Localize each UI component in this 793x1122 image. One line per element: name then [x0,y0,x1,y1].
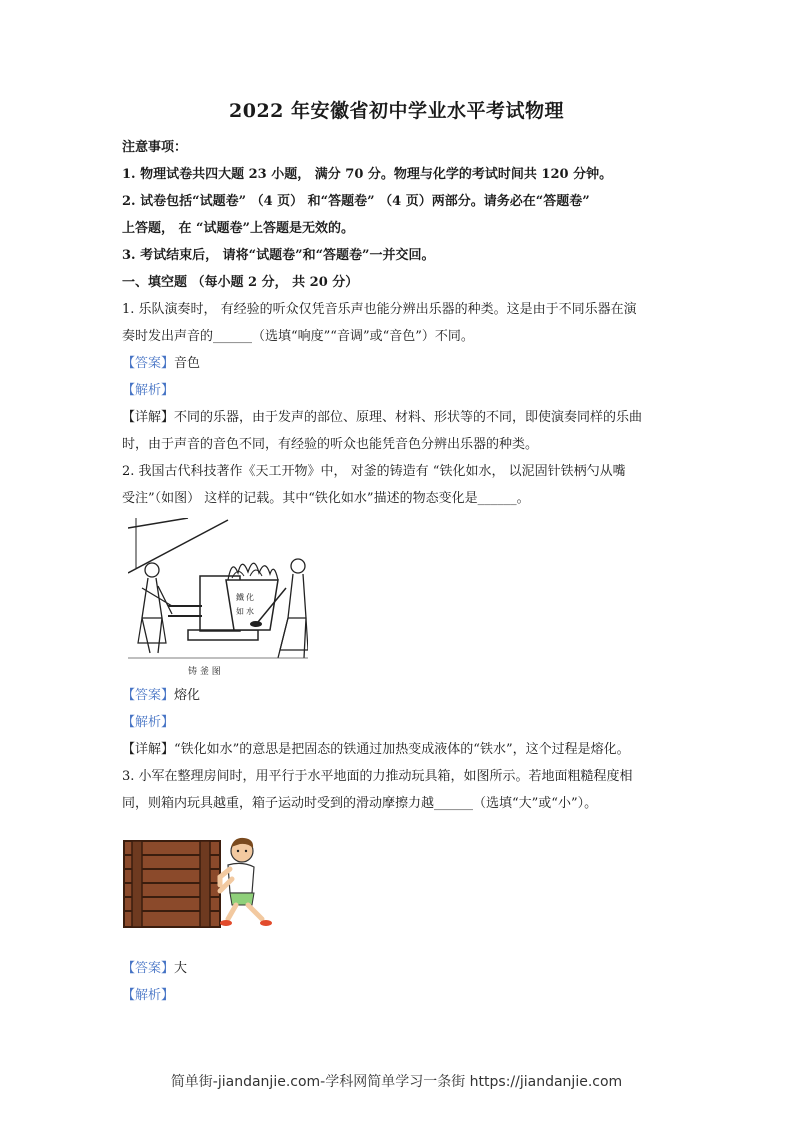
section-heading: 一、填空题 （每小题 2 分， 共 20 分） [122,275,359,290]
casting-cauldron-figure [128,518,308,678]
notice-item: 2. 试卷包括“试题卷” （4 页） 和“答题卷” （4 页）两部分。请务必在“答题卷” [122,194,590,209]
answer-label: 【答案】 [122,688,175,703]
question-2-line: 受注”（如图） 这样的记载。其中“铁化如水”描述的物态变化是______。 [122,491,530,506]
answer-value: 熔化 [174,688,201,703]
detail-text: 不同的乐器，由于发声的部位、原理、材料、形状等的不同，即使演奏同样的乐曲 [174,410,643,425]
exam-content [122,134,678,1009]
notice-item: 1. 物理试卷共四大题 23 小题， 满分 70 分。物理与化学的考试时间共 120 分钟。 [122,167,613,182]
svg-text:鐵: 鐵 [236,593,244,602]
analysis-label: 【解析】 [122,988,175,1003]
boy-pushing-box-figure [122,835,282,935]
svg-text:化: 化 [246,593,254,602]
question-1-answer [122,350,678,377]
answer-label: 【答案】 [122,961,175,976]
question-3-line: 同，则箱内玩具越重，箱子运动时受到的滑动摩擦力越______（选填“大”或“小”）。 [122,796,598,811]
answer-label: 【答案】 [122,356,175,371]
analysis-label: 【解析】 [122,715,175,730]
answer-value: 音色 [174,356,201,371]
question-2-analysis [122,709,678,736]
question-2-detail [122,736,678,763]
notice-heading: 注意事项： [122,140,188,155]
page-title: 2022 年安徽省初中学业水平考试物理 [229,100,564,122]
question-3-answer [122,955,678,982]
footer-watermark: 简单街-jiandanjie.com-学科网简单学习一条街 https://jiandanjie.com [170,1074,623,1090]
question-1-analysis [122,377,678,404]
question-3-analysis [122,982,678,1009]
svg-text:水: 水 [246,607,254,616]
answer-value: 大 [174,961,188,976]
notice-item: 3. 考试结束后， 请将“试题卷”和“答题卷”一并交回。 [122,248,435,263]
figure-caption: 铸 釜 图 [188,667,221,677]
detail-label: 【详解】 [122,742,175,757]
detail-label: 【详解】 [122,410,175,425]
svg-text:如: 如 [236,607,244,616]
question-1-detail [122,404,678,431]
question-1-detail-cont: 时，由于声音的音色不同，有经验的听众也能凭音色分辨出乐器的种类。 [122,437,539,452]
question-2-answer [122,682,678,709]
detail-text: “铁化如水”的意思是把固态的铁通过加热变成液体的“铁水”，这个过程是熔化。 [174,742,630,757]
question-1-line: 1. 乐队演奏时， 有经验的听众仅凭音乐声也能分辨出乐器的种类。这是由于不同乐器在演 [122,302,637,317]
question-1-line: 奏时发出声音的______（选填“响度”“音调”或“音色”）不同。 [122,329,474,344]
analysis-label: 【解析】 [122,383,175,398]
notice-item: 上答题， 在 “试题卷”上答题是无效的。 [122,221,355,236]
question-3-line: 3. 小军在整理房间时，用平行于水平地面的力推动玩具箱，如图所示。若地面粗糙程度相 [122,769,633,784]
question-2-line: 2. 我国古代科技著作《天工开物》中， 对釜的铸造有 “铁化如水， 以泥固针铁柄勺从嘴 [122,464,626,479]
